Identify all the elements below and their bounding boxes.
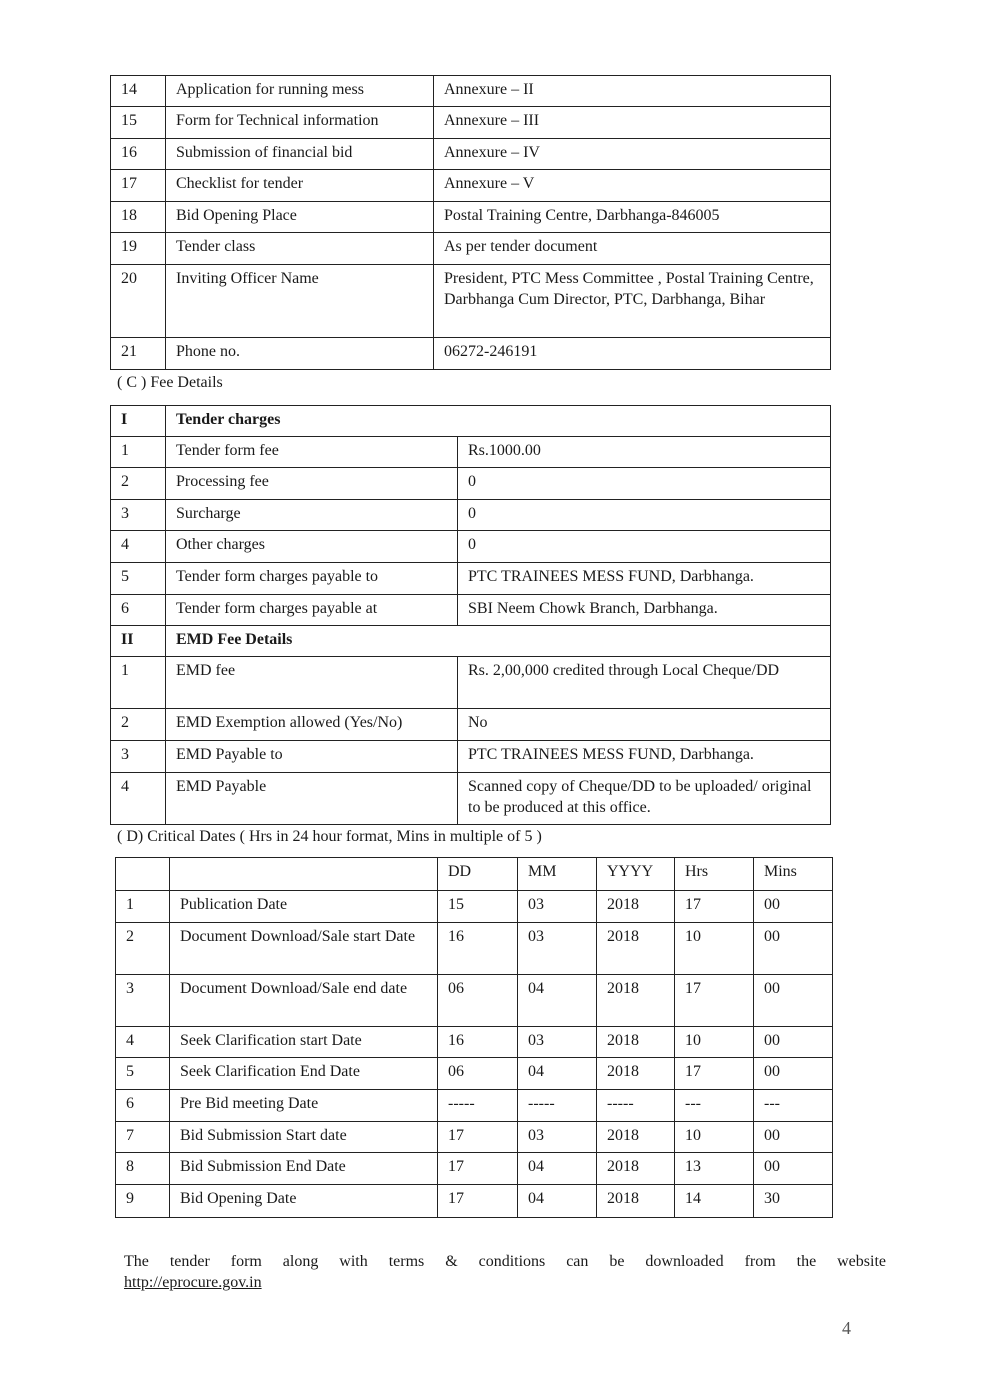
date-cell-hrs: 17 (675, 1058, 754, 1090)
date-cell-mm: 03 (518, 891, 597, 923)
date-cell-mins: 30 (754, 1185, 833, 1218)
table-row (116, 923, 833, 975)
row-value: Postal Training Centre, Darbhanga-846005 (434, 202, 831, 233)
column-header: MM (518, 858, 597, 891)
table-row (111, 76, 831, 107)
date-cell-hrs: 13 (675, 1153, 754, 1185)
date-cell-mm: 04 (518, 1058, 597, 1090)
date-cell-mins: 00 (754, 891, 833, 923)
date-cell-yyyy: ----- (597, 1090, 675, 1122)
date-cell-no: 5 (116, 1058, 170, 1090)
date-cell-dd: 16 (438, 1027, 518, 1058)
website-link[interactable]: http://eprocure.gov.in (124, 1274, 262, 1291)
table-row (111, 709, 831, 741)
row-item: EMD Exemption allowed (Yes/No) (166, 709, 458, 741)
date-cell-dd: ----- (438, 1090, 518, 1122)
row-item: Checklist for tender (166, 170, 434, 202)
row-number: 2 (111, 709, 166, 741)
critical-dates-caption: ( D) Critical Dates ( Hrs in 24 hour format, Mins in multiple of 5 ) (117, 828, 542, 845)
row-item: Surcharge (166, 500, 458, 531)
section-number: II (111, 626, 166, 657)
section-heading: Tender charges (166, 406, 831, 437)
date-cell-yyyy: 2018 (597, 1027, 675, 1058)
row-number: 4 (111, 531, 166, 563)
table-row (111, 170, 831, 202)
table-row (111, 563, 831, 595)
date-cell-mm: 04 (518, 1153, 597, 1185)
table-row (111, 531, 831, 563)
table-row (111, 338, 831, 370)
row-value: PTC TRAINEES MESS FUND, Darbhanga. (458, 563, 831, 595)
date-cell-mm: 04 (518, 975, 597, 1027)
section-header-row (111, 406, 831, 437)
table-row (111, 202, 831, 233)
row-item: Tender form charges payable to (166, 563, 458, 595)
date-cell-item: Pre Bid meeting Date (170, 1090, 438, 1122)
date-cell-no: 1 (116, 891, 170, 923)
row-item: Tender form charges payable at (166, 595, 458, 626)
fee-details-caption: ( C ) Fee Details (117, 374, 223, 391)
date-cell-yyyy: 2018 (597, 891, 675, 923)
row-value: 06272-246191 (434, 338, 831, 370)
date-cell-no: 2 (116, 923, 170, 975)
row-number: 16 (111, 139, 166, 170)
row-value: Rs.1000.00 (458, 437, 831, 468)
date-cell-no: 8 (116, 1153, 170, 1185)
date-cell-yyyy: 2018 (597, 1153, 675, 1185)
row-value: Annexure – III (434, 107, 831, 139)
date-cell-yyyy: 2018 (597, 1185, 675, 1218)
date-cell-mins: 00 (754, 923, 833, 975)
date-cell-mm: 04 (518, 1185, 597, 1218)
date-cell-yyyy: 2018 (597, 1122, 675, 1153)
date-cell-dd: 06 (438, 1058, 518, 1090)
row-value: No (458, 709, 831, 741)
row-item: Bid Opening Place (166, 202, 434, 233)
row-item: Submission of financial bid (166, 139, 434, 170)
date-cell-hrs: 10 (675, 923, 754, 975)
table-row (111, 265, 831, 338)
column-header: YYYY (597, 858, 675, 891)
row-item: Application for running mess (166, 76, 434, 107)
date-cell-mm: 03 (518, 1122, 597, 1153)
row-number: 18 (111, 202, 166, 233)
date-cell-no: 4 (116, 1027, 170, 1058)
date-cell-item: Publication Date (170, 891, 438, 923)
row-item: Tender class (166, 233, 434, 265)
row-number: 6 (111, 595, 166, 626)
column-header: Hrs (675, 858, 754, 891)
row-number: 3 (111, 500, 166, 531)
table-row (111, 657, 831, 709)
table-row (111, 233, 831, 265)
date-cell-no: 9 (116, 1185, 170, 1218)
date-cell-no: 3 (116, 975, 170, 1027)
row-item: Form for Technical information (166, 107, 434, 139)
table-row (111, 107, 831, 139)
row-number: 19 (111, 233, 166, 265)
table-row (116, 1090, 833, 1122)
date-cell-item: Document Download/Sale start Date (170, 923, 438, 975)
date-cell-mins: 00 (754, 1122, 833, 1153)
row-number: 21 (111, 338, 166, 370)
table-row (116, 891, 833, 923)
row-value: As per tender document (434, 233, 831, 265)
fee-details-table (110, 405, 831, 825)
row-number: 1 (111, 657, 166, 709)
date-cell-dd: 16 (438, 923, 518, 975)
table-row (116, 1185, 833, 1218)
row-item: Other charges (166, 531, 458, 563)
row-value: Annexure – II (434, 76, 831, 107)
table-row (116, 1027, 833, 1058)
row-number: 20 (111, 265, 166, 338)
date-cell-mins: 00 (754, 1027, 833, 1058)
table-row (111, 468, 831, 500)
row-item: EMD Payable (166, 773, 458, 825)
date-cell-mins: --- (754, 1090, 833, 1122)
date-cell-dd: 17 (438, 1153, 518, 1185)
column-header: Mins (754, 858, 833, 891)
section-heading: EMD Fee Details (166, 626, 831, 657)
row-number: 14 (111, 76, 166, 107)
row-item: Tender form fee (166, 437, 458, 468)
date-cell-no: 6 (116, 1090, 170, 1122)
row-item: Inviting Officer Name (166, 265, 434, 338)
date-cell-item: Seek Clarification start Date (170, 1027, 438, 1058)
row-number: 15 (111, 107, 166, 139)
table-row (116, 1153, 833, 1185)
row-value: Rs. 2,00,000 credited through Local Cheque/DD (458, 657, 831, 709)
table-row (111, 595, 831, 626)
date-cell-item: Bid Submission End Date (170, 1153, 438, 1185)
row-value: SBI Neem Chowk Branch, Darbhanga. (458, 595, 831, 626)
table-row (111, 437, 831, 468)
date-cell-item: Seek Clarification End Date (170, 1058, 438, 1090)
row-item: EMD Payable to (166, 741, 458, 773)
general-info-table (110, 75, 831, 370)
table-row (111, 773, 831, 825)
date-cell-hrs: 17 (675, 975, 754, 1027)
table-row (111, 500, 831, 531)
date-cell-hrs: 17 (675, 891, 754, 923)
date-cell-yyyy: 2018 (597, 975, 675, 1027)
date-cell-mm: 03 (518, 923, 597, 975)
row-value: 0 (458, 500, 831, 531)
date-cell-mm: 03 (518, 1027, 597, 1058)
row-item: Phone no. (166, 338, 434, 370)
row-value: Scanned copy of Cheque/DD to be uploaded/ original to be produced at this office. (458, 773, 831, 825)
section-number: I (111, 406, 166, 437)
table-row (116, 1058, 833, 1090)
row-value: 0 (458, 531, 831, 563)
critical-dates-table (115, 857, 833, 1218)
section-header-row (111, 626, 831, 657)
date-cell-dd: 06 (438, 975, 518, 1027)
date-cell-item: Document Download/Sale end date (170, 975, 438, 1027)
table-row (116, 1122, 833, 1153)
page-mark: 4 (842, 1318, 851, 1338)
date-cell-item: Bid Opening Date (170, 1185, 438, 1218)
date-cell-yyyy: 2018 (597, 923, 675, 975)
row-number: 4 (111, 773, 166, 825)
row-value: Annexure – IV (434, 139, 831, 170)
date-cell-dd: 17 (438, 1122, 518, 1153)
row-number: 17 (111, 170, 166, 202)
date-cell-yyyy: 2018 (597, 1058, 675, 1090)
row-value: 0 (458, 468, 831, 500)
date-cell-mins: 00 (754, 1058, 833, 1090)
table-row (111, 139, 831, 170)
row-number: 3 (111, 741, 166, 773)
date-cell-item: Bid Submission Start date (170, 1122, 438, 1153)
table-row (111, 741, 831, 773)
row-value: Annexure – V (434, 170, 831, 202)
date-cell-mins: 00 (754, 975, 833, 1027)
row-item: EMD fee (166, 657, 458, 709)
row-item: Processing fee (166, 468, 458, 500)
date-cell-mins: 00 (754, 1153, 833, 1185)
date-cell-hrs: 10 (675, 1122, 754, 1153)
date-cell-hrs: 14 (675, 1185, 754, 1218)
column-header (116, 858, 170, 891)
row-number: 5 (111, 563, 166, 595)
column-header: DD (438, 858, 518, 891)
row-value: President, PTC Mess Committee , Postal Training Centre, Darbhanga Cum Director, PTC, Darbhanga, Bihar (434, 265, 831, 338)
column-header (170, 858, 438, 891)
row-value: PTC TRAINEES MESS FUND, Darbhanga. (458, 741, 831, 773)
download-note: The tender form along with terms & conditions can be downloaded from the website (124, 1253, 886, 1270)
row-number: 2 (111, 468, 166, 500)
row-number: 1 (111, 437, 166, 468)
date-cell-dd: 15 (438, 891, 518, 923)
table-row (116, 975, 833, 1027)
date-cell-mm: ----- (518, 1090, 597, 1122)
date-cell-dd: 17 (438, 1185, 518, 1218)
date-cell-hrs: 10 (675, 1027, 754, 1058)
header-row (116, 858, 833, 891)
date-cell-hrs: --- (675, 1090, 754, 1122)
date-cell-no: 7 (116, 1122, 170, 1153)
